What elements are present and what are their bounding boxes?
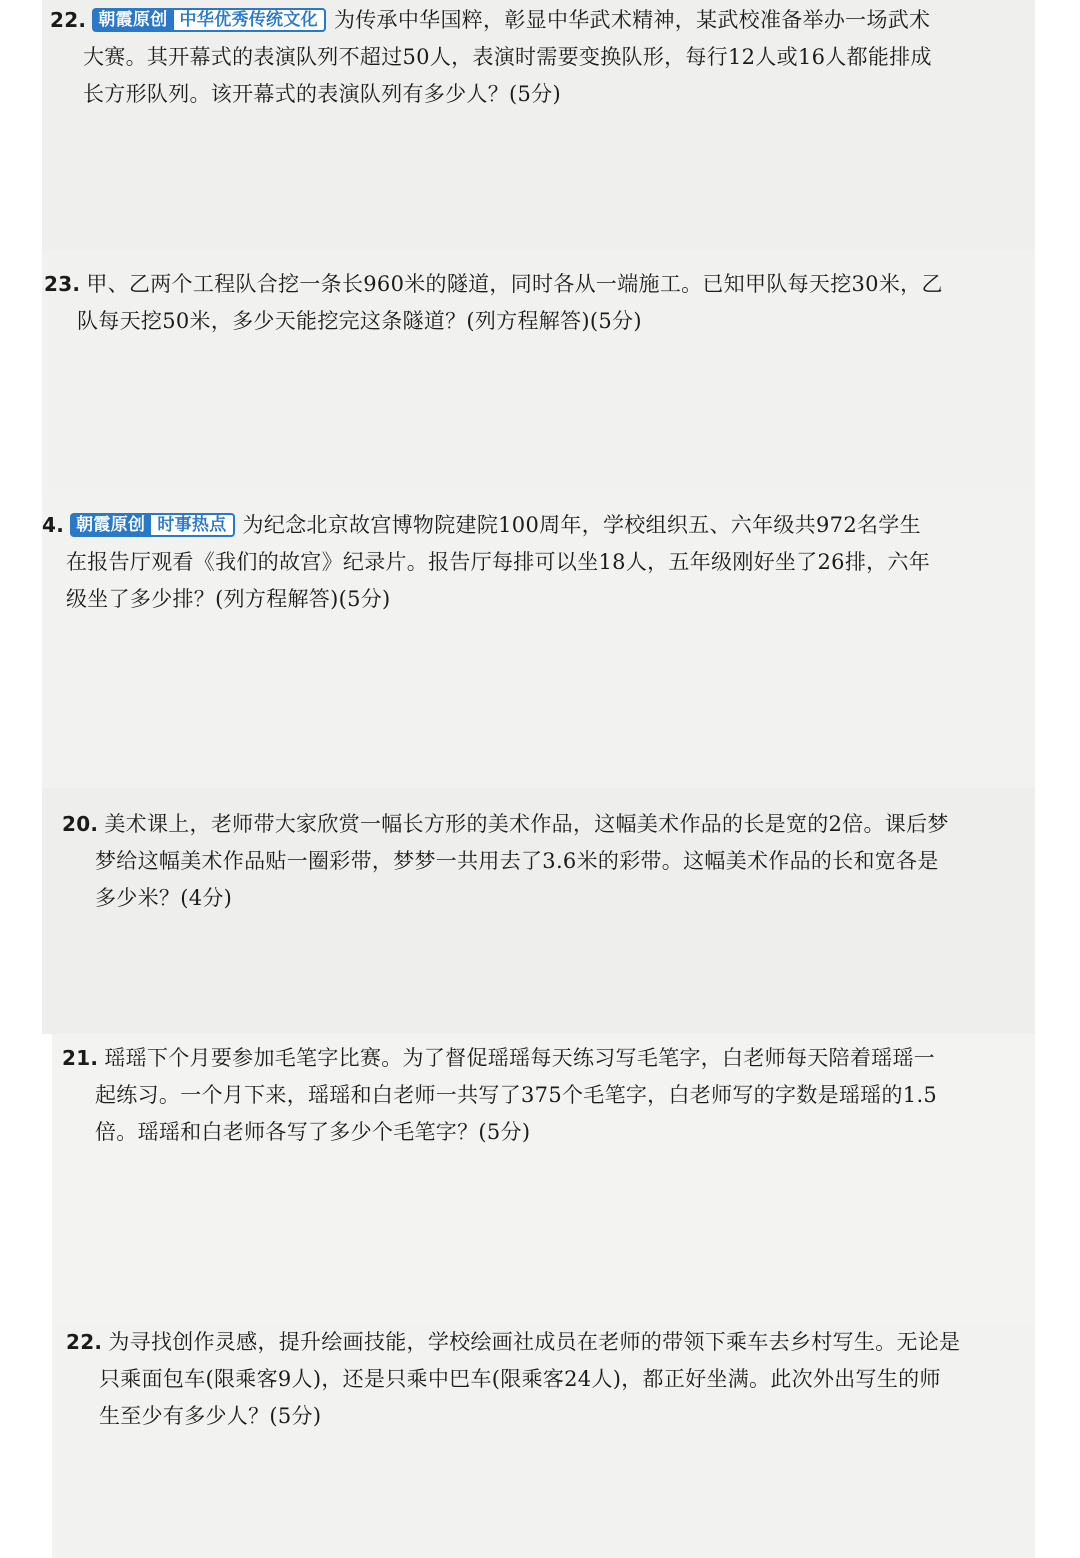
problem-line: 倍。瑶瑶和白老师各写了多少个毛笔字？(5分) [95,1120,531,1144]
problem-line: 多少米？(4分) [95,886,233,910]
problem-22-martial-arts [50,2,1040,113]
brand-tag: 朝霞原创 [92,8,173,32]
problem-line: 队每天挖50米，多少天能挖完这条隧道？(列方程解答)(5分) [77,309,642,333]
problem-number: 22. [50,8,87,32]
problem-text: 美术课上，老师带大家欣赏一幅长方形的美术作品，这幅美术作品的长是宽的2倍。课后梦 [104,812,949,836]
problem-20-art-work [62,806,1032,917]
problem-23-tunnel [44,266,1034,340]
problem-line: 级坐了多少排？(列方程解答)(5分) [66,587,391,611]
problem-21-calligraphy [62,1040,1032,1151]
problem-line [62,806,1032,843]
problem-line: 大赛。其开幕式的表演队列不超过50人，表演时需要变换队形，每行12人或16人都能排成 [83,45,932,69]
problem-line: 只乘面包车(限乘客9人)，还是只乘中巴车(限乘客24人)，都正好坐满。此次外出写生的师 [99,1367,941,1391]
problem-line: 长方形队列。该开幕式的表演队列有多少人？(5分) [83,82,561,106]
problem-22-sketching-trip [66,1324,1031,1435]
problem-line: 生至少有多少人？(5分) [99,1404,322,1428]
topic-tag: 时事热点 [151,513,234,537]
problem-line [44,266,1034,303]
problem-number: 23. [44,272,81,296]
problem-number: 20. [62,812,99,836]
problem-text: 为寻找创作灵感，提升绘画技能，学校绘画社成员在老师的带领下乘车去乡村写生。无论是 [108,1330,961,1354]
problem-number: 21. [62,1046,99,1070]
problem-text: 为纪念北京故宫博物院建院100周年，学校组织五、六年级共972名学生 [242,513,921,537]
problem-line [50,2,1040,39]
problem-line: 起练习。一个月下来，瑶瑶和白老师一共写了375个毛笔字，白老师写的字数是瑶瑶的1.5 [95,1083,938,1107]
problem-line [66,1324,1031,1361]
problem-line: 梦给这幅美术作品贴一圈彩带，梦梦一共用去了3.6米的彩带。这幅美术作品的长和宽各是 [95,849,939,873]
brand-tag: 朝霞原创 [70,513,151,537]
problem-text: 甲、乙两个工程队合挖一条长960米的隧道，同时各从一端施工。已知甲队每天挖30米，乙 [86,272,943,296]
topic-tag: 中华优秀传统文化 [174,8,326,32]
problem-line [62,1040,1032,1077]
problem-text: 为传承中华国粹，彰显中华武术精神，某武校准备举办一场武术 [333,8,931,32]
problem-line: 在报告厅观看《我们的故宫》纪录片。报告厅每排可以坐18人，五年级刚好坐了26排，六年 [66,550,931,574]
problem-4-palace-museum [42,507,1037,618]
problem-line [42,507,1037,544]
problem-number: 22. [66,1330,103,1354]
problem-number: 4. [42,513,65,537]
problem-text: 瑶瑶下个月要参加毛笔字比赛。为了督促瑶瑶每天练习写毛笔字，白老师每天陪着瑶瑶一 [104,1046,936,1070]
